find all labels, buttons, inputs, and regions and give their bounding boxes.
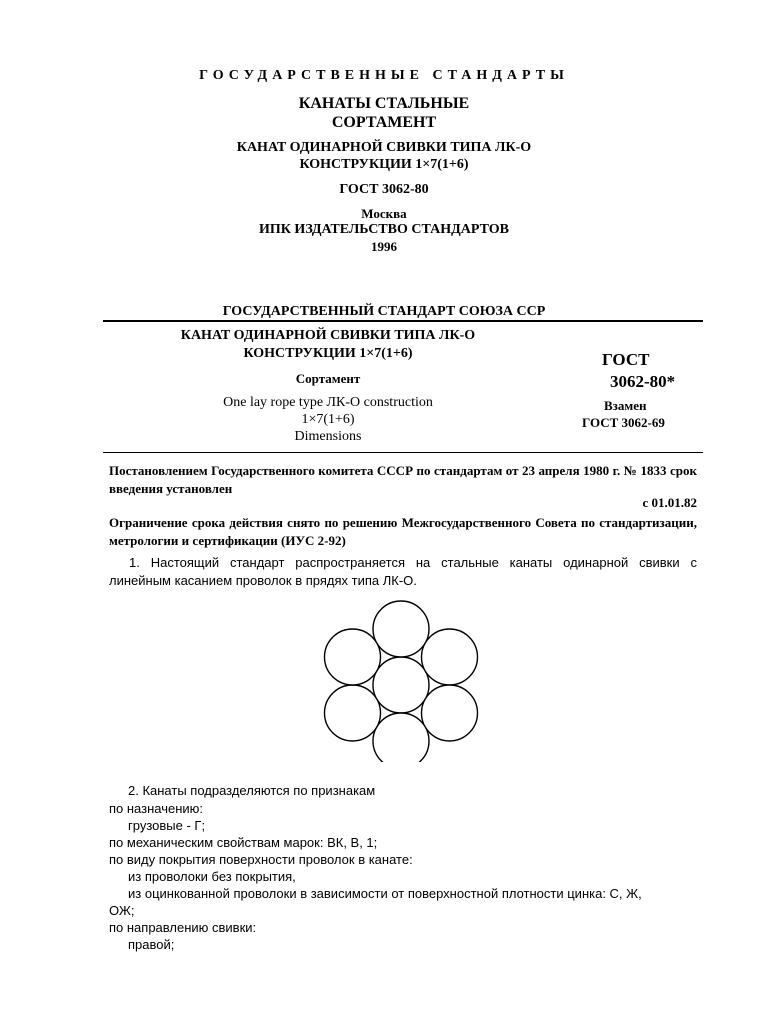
wire-outer-1: [373, 601, 429, 657]
org-title: ГОСУДАРСТВЕННЫЙ СТАНДАРТ СОЮЗА ССР: [222, 304, 546, 319]
header-sortament: Сортамент: [295, 371, 361, 386]
header-title-1: КАНАТ ОДИНАРНОЙ СВИВКИ ТИПА ЛК-О: [180, 328, 476, 343]
cover-subtitle-2: КОНСТРУКЦИИ 1×7(1+6): [299, 157, 469, 172]
header-rule-bottom: [103, 452, 703, 453]
wire-outer-2: [422, 629, 478, 685]
series-title: ГОСУДАРСТВЕННЫЕ СТАНДАРТЫ: [199, 68, 569, 83]
cover-year: 1996: [371, 239, 397, 254]
list-item: правой;: [128, 937, 175, 952]
cover-title-1: КАНАТЫ СТАЛЬНЫЕ: [298, 95, 470, 112]
cover-subtitle-1: КАНАТ ОДИНАРНОЙ СВИВКИ ТИПА ЛК-О: [236, 140, 532, 155]
list-item: из проволоки без покрытия,: [128, 869, 296, 884]
cover-title-2: СОРТАМЕНТ: [331, 114, 437, 131]
wire-outer-3: [422, 685, 478, 741]
wire-outer-5: [325, 685, 381, 741]
paragraph-2: 2. Канаты подразделяются по признакам: [128, 783, 376, 798]
header-en-1: One lay rope type ЛК-О construction: [223, 395, 433, 410]
replaces-label: Взамен: [604, 398, 647, 413]
header-en-2: 1×7(1+6): [301, 412, 355, 427]
effective-date: с 01.01.82: [642, 495, 697, 510]
wire-outer-4: [373, 713, 429, 762]
list-item: по механическим свойствам марок: ВК, В, 1;: [109, 835, 378, 850]
gost-number: 3062-80*: [610, 372, 676, 391]
list-item: ОЖ;: [109, 903, 135, 918]
cover-gost: ГОСТ 3062-80: [339, 182, 429, 197]
wire-center: [373, 657, 429, 713]
replaces-number: ГОСТ 3062-69: [582, 415, 665, 430]
wire-outer-6: [325, 629, 381, 685]
gost-label: ГОСТ: [602, 350, 650, 369]
header-title-2: КОНСТРУКЦИИ 1×7(1+6): [243, 346, 413, 361]
list-item: из оцинкованной проволоки в зависимости от поверхностной плотности цинка: С, Ж,: [128, 886, 642, 901]
header-rule-top: [103, 320, 703, 322]
paragraph-1: 1. Настоящий стандарт распространяется на стальные канаты одинарной свивки с линейным касанием проволок в прядях типа ЛК-О.: [109, 555, 697, 588]
header-en-3: Dimensions: [294, 429, 362, 444]
cover-publisher: ИПК ИЗДАТЕЛЬСТВО СТАНДАРТОВ: [259, 222, 509, 237]
cover-city: Москва: [361, 206, 407, 221]
limit-text: Ограничение срока действия снято по решению Межгосударственного Совета по стандартизации, метрологии и сертификации (ИУС 2-92): [109, 515, 697, 548]
list-item: по назначению:: [109, 801, 204, 816]
list-item: по виду покрытия поверхности проволок в канате:: [109, 852, 413, 867]
decree-text: Постановлением Государственного комитета СССР по стандартам от 23 апреля 1980 г. № 1833 срок введения установлен: [109, 463, 697, 496]
list-item: грузовые - Г;: [128, 818, 206, 833]
list-item: по направлению свивки:: [109, 920, 257, 935]
rope-cross-section-diagram: [315, 577, 485, 762]
